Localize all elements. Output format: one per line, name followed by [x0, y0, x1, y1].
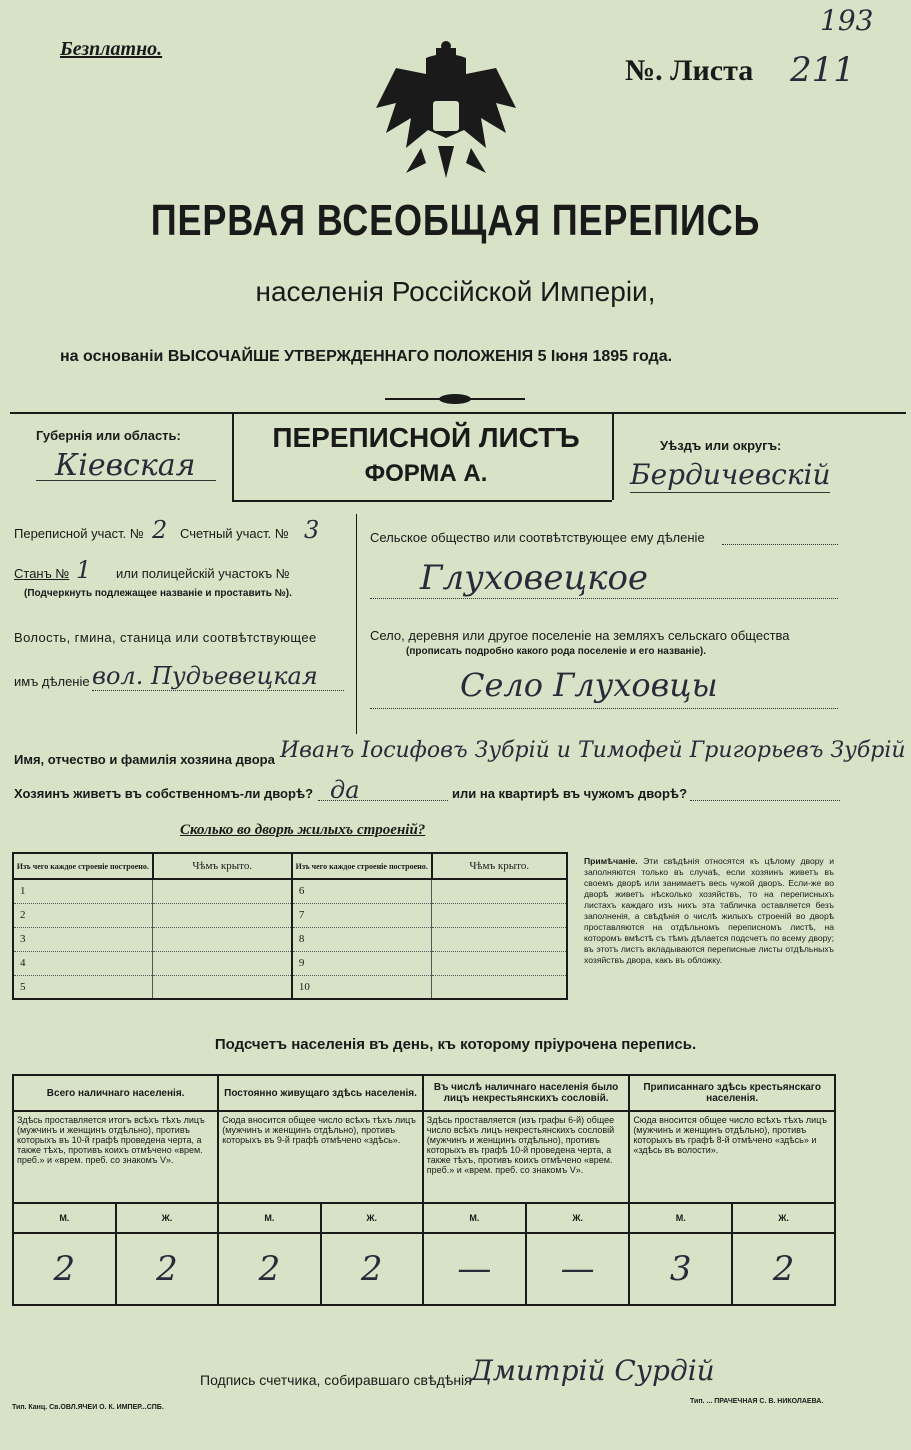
building-row: 5 10	[13, 975, 567, 999]
building-row: 2 7	[13, 903, 567, 927]
society-label: Сельское общество или соотвѣтствующее ему дѣленіе	[370, 530, 705, 545]
form-title: ПЕРЕПИСНОЙ ЛИСТЪ	[272, 422, 580, 453]
gubernia-label: Губернія или область:	[36, 428, 181, 443]
building-row: 4 9	[13, 951, 567, 975]
volost-underline	[92, 690, 344, 691]
population-table	[12, 1074, 836, 1306]
col-material-header: Изъ чего каждое строеніе построено.	[13, 853, 153, 879]
population-heading: Подсчетъ населенія въ день, къ которому пріурочена перепись.	[214, 1036, 697, 1053]
owner-name-value: Иванъ Іосифовъ Зубрій и Тимофей Григорьевъ Зубрій	[280, 738, 906, 763]
village-underline	[370, 708, 838, 709]
note-title: Примѣчаніе.	[584, 856, 638, 866]
imperial-eagle-icon	[366, 38, 526, 188]
building-row: 3 8	[13, 927, 567, 951]
village-value: Село Глуховцы	[460, 666, 718, 704]
printer-left: Тип. Канц. Св.ОВЛ.ЯЧЕИ О. К. ИМПЕР...СПБ.	[12, 1404, 164, 1411]
population-values-row: 2 2 2 2 — — 3 2	[13, 1233, 835, 1305]
basis-line: на основаніи ВЫСОЧАЙШЕ УТВЕРЖДЕННАГО ПОЛОЖЕНІЯ 5 Іюня 1895 года.	[60, 348, 673, 365]
population-gender-row: М. Ж. М. Ж. М. Ж. М. Ж.	[13, 1203, 835, 1233]
owner-owns-value: да	[330, 776, 360, 804]
form-name: ФОРМА А.	[364, 460, 488, 487]
free-label: Безплатно.	[60, 38, 163, 60]
counting-section-label: Счетный участ. №	[180, 526, 289, 541]
form-box-left	[232, 412, 234, 500]
col-material-header-2: Изъ чего каждое строеніе построено.	[292, 853, 432, 879]
corner-number: 193	[820, 4, 874, 37]
form-top-rule	[10, 412, 906, 414]
gubernia-value: Кіевская	[55, 448, 196, 483]
underline-note: (Подчеркнуть подлежащее названіе и проставить №).	[24, 588, 292, 599]
society-underline-1	[722, 544, 838, 545]
ornament-divider	[385, 392, 525, 406]
buildings-table	[12, 852, 568, 1000]
village-note: (прописать подробно какого рода поселеніе и его названіе).	[406, 646, 707, 657]
owner-rents-underline	[690, 800, 840, 801]
col-roof-header: Чѣмъ крыто.	[153, 853, 292, 879]
col-roof-header-2: Чѣмъ крыто.	[432, 853, 568, 879]
sheet-number-label: №. Листа	[625, 54, 754, 87]
owner-owns-underline	[318, 800, 448, 801]
owner-owns-label: Хозяинъ живетъ въ собственномъ-ли дворѣ?	[14, 786, 314, 801]
document-title: ПЕРВАЯ ВСЕОБЩАЯ ПЕРЕПИСЬ	[150, 196, 761, 245]
counting-section-value: 3	[304, 516, 320, 544]
owner-name-label: Имя, отчество и фамилія хозяина двора	[14, 752, 275, 767]
form-box-right	[612, 412, 614, 500]
sheet-number-value: 211	[790, 50, 855, 90]
buildings-note	[584, 856, 834, 966]
section-divider	[356, 514, 357, 734]
printer-right: Тип. ... ПРАЧЕЧНАЯ С. В. НИКОЛАЕВА.	[690, 1398, 824, 1405]
signature-value: Дмитрій Сурдій	[470, 1354, 715, 1387]
society-value: Глуховецкое	[420, 558, 649, 598]
volost-label-2: имъ дѣленіе	[14, 674, 90, 689]
uezd-value: Бердичевскій	[630, 458, 831, 491]
uezd-underline	[630, 492, 830, 493]
building-row: 1 6	[13, 879, 567, 903]
uezd-label: Уѣздъ или округъ:	[660, 438, 782, 453]
form-box-bottom	[232, 500, 612, 502]
population-title-row: Всего наличнаго населенія. Постоянно живущаго здѣсь населенія. Въ числѣ наличнаго населенія было лицъ некрестьянскихъ сословій. Приписаннаго здѣсь крестьянскаго населенія.	[13, 1075, 835, 1111]
buildings-heading: Сколько во дворѣ жилыхъ строеній?	[180, 822, 426, 838]
gubernia-underline	[36, 480, 216, 481]
note-text: Эти свѣдѣнія относятся къ цѣлому двору и заполняются только въ случаѣ, если хозяинъ живетъ въ своемъ дворѣ или занимаетъ весь чужой дворъ. Если-же во дворѣ живетъ нѣсколько хозяйствъ, то на переписныхъ листахъ каждаго изъ нихъ эта табличка оставляется безъ заполненія, а свѣдѣнія о числѣ жилыхъ строеній во дворѣ проставляются на отдѣльномъ переписномъ листѣ, на которомъ вмѣстѣ съ тѣмъ дѣлается подсчетъ по всему двору; въ этотъ листъ вкладываются переписные листы отдѣльныхъ хозяйствъ двора, какъ въ обложку.	[584, 856, 834, 965]
census-section-value: 2	[152, 516, 168, 544]
owner-rents-label: или на квартирѣ въ чужомъ дворѣ?	[452, 786, 688, 801]
population-desc-row: Здѣсь проставляется итогъ всѣхъ тѣхъ лицъ (мужчинъ и женщинъ отдѣльно), противъ которыхъ въ 10-й графѣ проведена черта, а также тѣхъ, противъ коихъ отмѣчено «врем. преб.» и «врем. преб. со знакомъ V». Сюда вносится общее число всѣхъ тѣхъ лицъ (мужчинъ и женщинъ отдѣльно), противъ которыхъ въ 9-й графѣ отмѣчено «здѣсь». Здѣсь проставляется (изъ графы 6-й) общее число всѣхъ лицъ некрестьянскихъ сословій (мужчинъ и женщинъ отдѣльно), противъ которыхъ въ графѣ 10-й проведена черта, а также тѣхъ, противъ коихъ отмѣчено «врем. преб.» и «врем. преб. со знакомъ V». Сюда вносится общее число всѣхъ тѣхъ лицъ (мужчинъ и женщинъ отдѣльно), противъ которыхъ въ графѣ 8-й отмѣчено «здѣсь» и «здѣсь въ волости».	[13, 1111, 835, 1203]
signature-label: Подпись счетчика, собиравшаго свѣдѣнія	[200, 1372, 472, 1388]
village-label: Село, деревня или другое поселеніе на земляхъ сельскаго общества	[370, 628, 790, 643]
volost-value: вол. Пудьевецкая	[92, 662, 318, 690]
society-underline-2	[370, 598, 838, 599]
volost-label: Волость, гмина, станица или соотвѣтствующее	[14, 630, 317, 645]
stan-value: 1	[76, 556, 92, 584]
stan-label: Станъ №	[14, 566, 70, 581]
police-label: или полицейскій участокъ №	[116, 566, 290, 581]
document-subtitle: населенія Россійской Имперіи,	[255, 276, 656, 307]
census-section-label: Переписной участ. №	[14, 526, 144, 541]
